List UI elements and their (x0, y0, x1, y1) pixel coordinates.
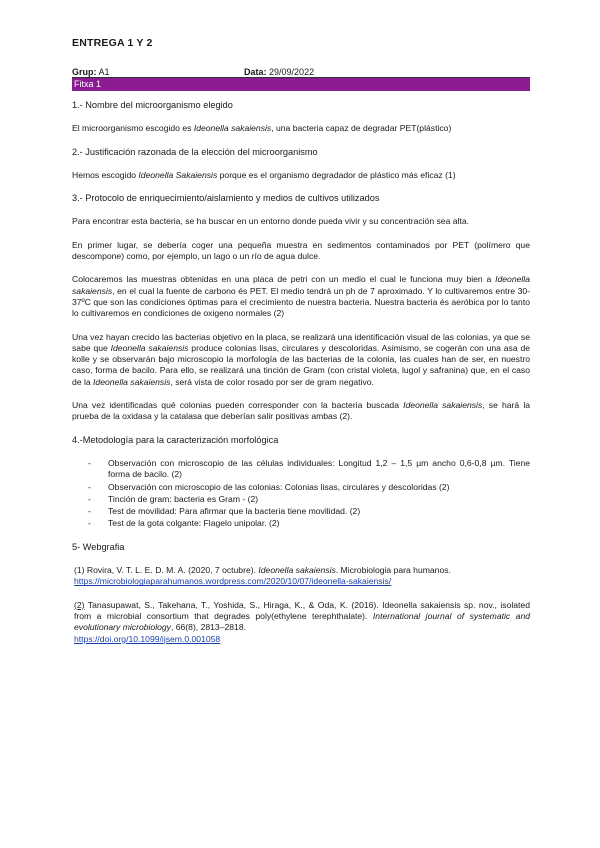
p3-species: Ideonella sakaiensis (72, 274, 530, 296)
section1-species: Ideonella sakaiensis (193, 123, 272, 134)
p4-text-b: produce colonias lisas, circulares y descoloridas. Asimismo, se cogerán con una asa de kolle y se observarán bajo microscopio la morfología de las bacterias de la colonia, las cuales han de ser, en nuestro caso, forma de bacilo. Para ello, se realizará una tinción de Gram (con cristal violeta, lugol y safranina) que, en el caso de la (72, 342, 530, 387)
section3-paragraph-5 (72, 400, 530, 423)
section3-heading: 3.- Protocolo de enriquecimiento/aislamiento y medios de cultivos utilizados (72, 193, 380, 204)
grup-field (72, 67, 244, 77)
p3-text-a: Colocaremos las muestras obtenidas en una placa de petri con un medio el cual le funciona muy bien a (72, 274, 496, 285)
p4-text-c: , será vista de color rosado por ser de gram negativo. (170, 376, 374, 387)
list-item: - Observación con microscopio de las células individuales: Longitud 1,2 – 1,5 µm ancho 0,6-0,8 µm. Tiene forma de bacilo. (2) (72, 458, 530, 481)
ref2-journal: International journal of systematic and evolutionary microbiology (74, 610, 531, 633)
section2-text (72, 170, 530, 181)
data-label: Data: (244, 67, 267, 77)
ref1-text-b: . Microbiologia para humanos. (335, 565, 451, 576)
ref2-text-a: Tanasupawat, S., Takehana, T., Yoshida, S., Hiraga, K., & Oda, K. (2016). Ideonella sakaiensis sp. nov., isolated from a microbial consortium that degrades poly(ethylene terephthalate). (74, 599, 530, 621)
section1-text-b: , una bacteria capaz de degradar PET(plástico) (271, 123, 452, 134)
section1-text-a: El microorganismo escogido es (72, 123, 194, 134)
section2-text-a: Hemos escogido (72, 169, 139, 180)
section2-species: Ideonella Sakaiensis (138, 169, 218, 180)
ref2-number: (2) (74, 599, 85, 610)
list-item: - Observación con microscopio de las colonias: Colonias lisas, circulares y descoloridas (2) (72, 482, 530, 493)
reference-2 (72, 600, 530, 645)
ref2-link[interactable]: https://doi.org/10.1099/ijsem.0.001058 (74, 633, 221, 644)
section3-paragraph-1: Para encontrar esta bacteria, se ha buscar en un entorno donde pueda vivir y su concentración sea alta. (72, 216, 469, 227)
section3-paragraph-2: En primer lugar, se debería coger una pequeña muestra en sedimentos contaminados por PET (polímero que descompone) como, por ejemplo, un lago o un río de agua dulce. (72, 239, 530, 262)
list-item: - Tinción de gram: bacteria es Gram - (2) (72, 494, 530, 505)
document-title: ENTREGA 1 Y 2 (72, 37, 153, 49)
meta-row (72, 67, 530, 78)
p4-text-a: Una vez hayan crecido las bacterias objetivo en la placa, se realizará una identificación visual de las colonias, ya que se sabe que (72, 331, 530, 353)
section1-text (72, 123, 530, 134)
p5-species: Ideonella sakaiensis (403, 400, 483, 411)
data-value: 29/09/2022 (269, 67, 315, 77)
document-body (72, 100, 530, 645)
list-item: - Test de movilidad: Para afirmar que la bacteria tiene movilidad. (2) (72, 506, 530, 517)
p5-text-a: Una vez identificadas qué colonias pueden corresponder con la bacteria buscada (72, 400, 404, 411)
ref2-text-b: , 66(8), 2813–2818. (170, 622, 246, 633)
fitxa-bar: Fitxa 1 (72, 78, 530, 91)
section2-text-b: porque es el organismo degradador de plástico más eficaz (1) (217, 169, 456, 180)
ref1-link[interactable]: https://microbiologiaparahumanos.wordpress.com/2020/10/07/ideonella-sakaiensis/ (74, 576, 392, 587)
p4-species-2: Ideonella sakaiensis (93, 376, 171, 387)
ref1-text-a: (1) Rovira, V. T. L. E. D. M. A. (2020, 7 octubre). (74, 565, 259, 576)
p3-text-b: , en el cual la fuente de carbono és PET. El medio tendrá un ph de 7 aproximado. Y lo cultivaremos entre 30-37ºC que son las condiciones óptimas para el crecimiento de nuestra bacteria. Nuestra bacteria és aeróbica por lo tanto lo cultivaremos en condiciones de oxigeno normales (2) (72, 285, 530, 319)
data-field (244, 67, 314, 77)
p4-species-1: Ideonella sakaiensis (110, 342, 189, 353)
ref1-title: Ideonella sakaiensis (258, 565, 336, 576)
section3-paragraph-4 (72, 332, 530, 388)
grup-value: A1 (98, 67, 110, 77)
p5-text-b: , se hará la prueba de la oxidasa y la catalasa que deberían salir positivas ambas (2). (72, 400, 531, 422)
section4-heading: 4.-Metodología para la caracterización morfológica (72, 434, 279, 445)
methodology-list (72, 458, 530, 530)
reference-1 (72, 565, 530, 588)
grup-label: Grup: (72, 67, 97, 77)
section5-heading: 5- Webgrafia (72, 541, 125, 552)
section1-heading: 1.- Nombre del microorganismo elegido (72, 100, 233, 110)
section2-heading: 2.- Justificación razonada de la elección del microorganismo (72, 146, 318, 157)
list-item: - Test de la gota colgante: Flagelo unipolar. (2) (72, 518, 530, 529)
section3-paragraph-3 (72, 274, 530, 319)
